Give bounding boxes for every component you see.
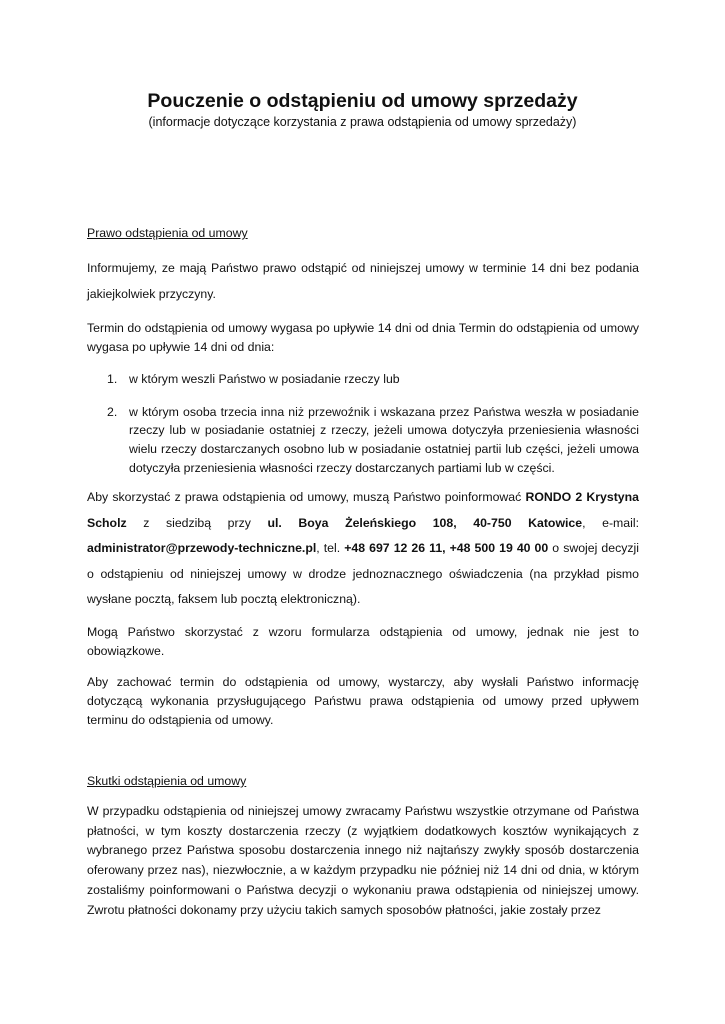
paragraph-deadline: Termin do odstąpienia od umowy wygasa po upływie 14 dni od dnia Termin do odstąpienia od umowy wygasa po upływie 14 dni od dnia: — [87, 321, 639, 354]
paragraph-effects: W przypadku odstąpienia od niniejszej umowy zwracamy Państwu wszystkie otrzymane od Państwa płatności, w tym koszty dostarczenia rzeczy (z wyjątkiem dodatkowych kosztów wynikających z wybranego przez Państwa sposobu dostarczenia innego niż najtańszy zwykły sposób dostarczenia oferowany przez nas), niezwłocznie, a w każdym przypadku nie później niż 14 dni od dnia, w którym zostaliśmy poinformowani o Państwa decyzji o wykonaniu prawa odstąpienia od niniejszej umowy. Zwrotu płatności dokonamy przy użyciu takich samych sposobów płatności, jakie zostały przez — [87, 804, 639, 917]
list-item-text: w którym weszli Państwo w posiadanie rzeczy lub — [129, 372, 400, 386]
contact-seat: z siedzibą przy — [126, 515, 268, 530]
company-address: ul. Boya Żeleńskiego 108, 40-750 Katowice — [267, 515, 583, 530]
contact-intro: Aby skorzystać z prawa odstąpienia od umowy, muszą Państwo poinformować — [87, 490, 526, 504]
list-item — [87, 370, 639, 389]
list-item-number: 1. — [107, 372, 118, 386]
email-label: , e-mail: — [582, 515, 640, 530]
company-email: administrator@przewody-techniczne.pl — [87, 541, 317, 556]
document-title: Pouczenie o odstąpieniu od umowy sprzedaży — [147, 90, 578, 112]
company-name: RONDO 2 Krystyna Scholz — [87, 490, 639, 530]
tel-label: , tel. — [316, 541, 345, 556]
contact-outro: o swojej decyzji o odstąpieniu od niniejszej umowy w drodze jednoznacznego oświadczenia (na przykład pismo wysłane pocztą, faksem lub pocztą elektroniczną). — [87, 541, 640, 607]
list-item — [87, 403, 639, 478]
document-subtitle: (informacje dotyczące korzystania z prawa odstąpienia od umowy sprzedaży) — [148, 115, 577, 129]
section-heading-effects: Skutki odstąpienia od umowy — [87, 774, 247, 788]
paragraph-keep-deadline: Aby zachować termin do odstąpienia od umowy, wystarczy, aby wysłali Państwo informację dotyczącą wykonania przysługującego Państwu prawa odstąpienia od umowy przed upływem terminu do odstąpienia od umowy. — [87, 675, 639, 727]
paragraph-right-info: Informujemy, ze mają Państwo prawo odstąpić od niniejszej umowy w terminie 14 dni bez podania jakiejkolwiek przyczyny. — [87, 261, 639, 301]
list-item-text: w którym osoba trzecia inna niż przewoźnik i wskazana przez Państwa weszła w posiadanie rzeczy lub w posiadanie ostatniej z rzeczy, jeżeli umowa dotyczyła przeniesienia własności wielu rzeczy dostarczanych osobno lub w posiadanie ostatniej partii lub części, jeżeli umowa dotyczyła przeniesienia własności rzeczy dostarczanych partiami lub w części. — [129, 404, 639, 475]
list-item-number: 2. — [107, 404, 118, 419]
deadline-conditions-list — [87, 370, 639, 478]
paragraph-form-optional: Mogą Państwo skorzystać z wzoru formularza odstąpienia od umowy, jednak nie jest to obowiązkowe. — [87, 625, 639, 658]
paragraph-contact — [87, 485, 639, 613]
company-phones: +48 697 12 26 11, +48 500 19 40 00 — [344, 541, 549, 556]
section-heading-right-of-withdrawal: Prawo odstąpienia od umowy — [87, 226, 248, 240]
